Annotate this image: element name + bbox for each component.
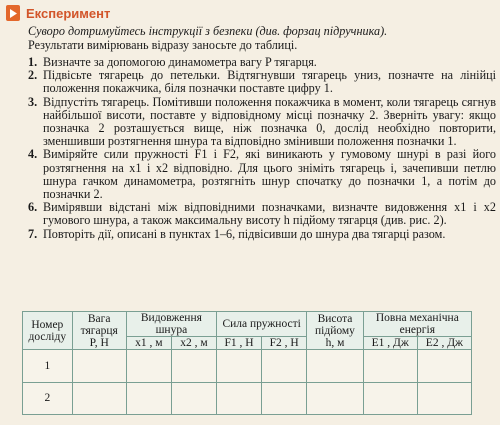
header-f1: F1 , Н — [217, 337, 262, 350]
section-header — [6, 4, 494, 22]
step-item: 6. Вимірявши відстані між відповідними позначками, визначте видовження x1 і x2 гумового шнура, а також максимальну висоту h підйому тягарця (див. рис. 2). — [28, 200, 496, 228]
header-x1: x1 , м — [126, 337, 171, 350]
step-item: 2. Підвісьте тягарець до петельки. Відтягнувши тягарець униз, позначте на лінійці положення покажчика, біля позначки поставте цифру 1. — [28, 68, 496, 96]
step-item: 4. Виміряйте сили пружності F1 і F2, які виникають у гумовому шнурі в разі його розтягнення на x1 і x2 відповідно. Для цього зніміть тягарець і, зачепивши петлю шнура гачком динамометра, розтягніть шнур спочатку до позначки 1, а потім до позначки 2. — [28, 147, 496, 202]
table-row — [23, 350, 472, 383]
step-item: 1. Визначте за допомогою динамометра вагу P тягарця. — [28, 55, 317, 69]
header-force: Сила пружності — [217, 312, 307, 337]
step-item: 7. Повторіть дії, описані в пунктах 1–6, підвісивши до шнура два тягарці разом. — [28, 226, 446, 241]
results-note: Результати вимірювань відразу заносьте до таблиці. — [28, 38, 298, 52]
header-x2: x2 , м — [171, 337, 216, 350]
table-row — [23, 382, 472, 415]
experiment-steps — [28, 56, 496, 241]
header-e2: E2 , Дж — [417, 337, 471, 350]
header-f2: F2 , Н — [262, 337, 307, 350]
safety-note: Суворо дотримуйтесь інструкції з безпеки (див. форзац підручника). — [28, 24, 388, 38]
header-e1: E1 , Дж — [363, 337, 417, 350]
play-marker-icon — [6, 5, 20, 21]
header-energy: Повна механічна енергія — [363, 312, 471, 337]
results-table — [22, 311, 472, 415]
row-number: 1 — [23, 350, 73, 383]
step-item: 3. Відпустіть тягарець. Помітивши положення покажчика в момент, коли тягарець сягнув найбільшої висоти, поставте у відповідному місці позначку 2. Зверніть увагу: якщо позначка 2 розташується вище, ніж позначка 0, дослід необхідно повторити, зменшивши розтягнення шнура та відповідно змінивши положення позначки 1. — [28, 94, 496, 149]
header-elongation: Видовження шнура — [126, 312, 216, 337]
header-height: Висота підйому h, м — [307, 312, 363, 350]
section-title: Експеримент — [26, 5, 111, 21]
header-experiment: Номер досліду — [23, 312, 73, 350]
intro-text — [28, 24, 494, 52]
row-number: 2 — [23, 382, 73, 415]
header-weight: Вага тягарця P, Н — [72, 312, 126, 350]
